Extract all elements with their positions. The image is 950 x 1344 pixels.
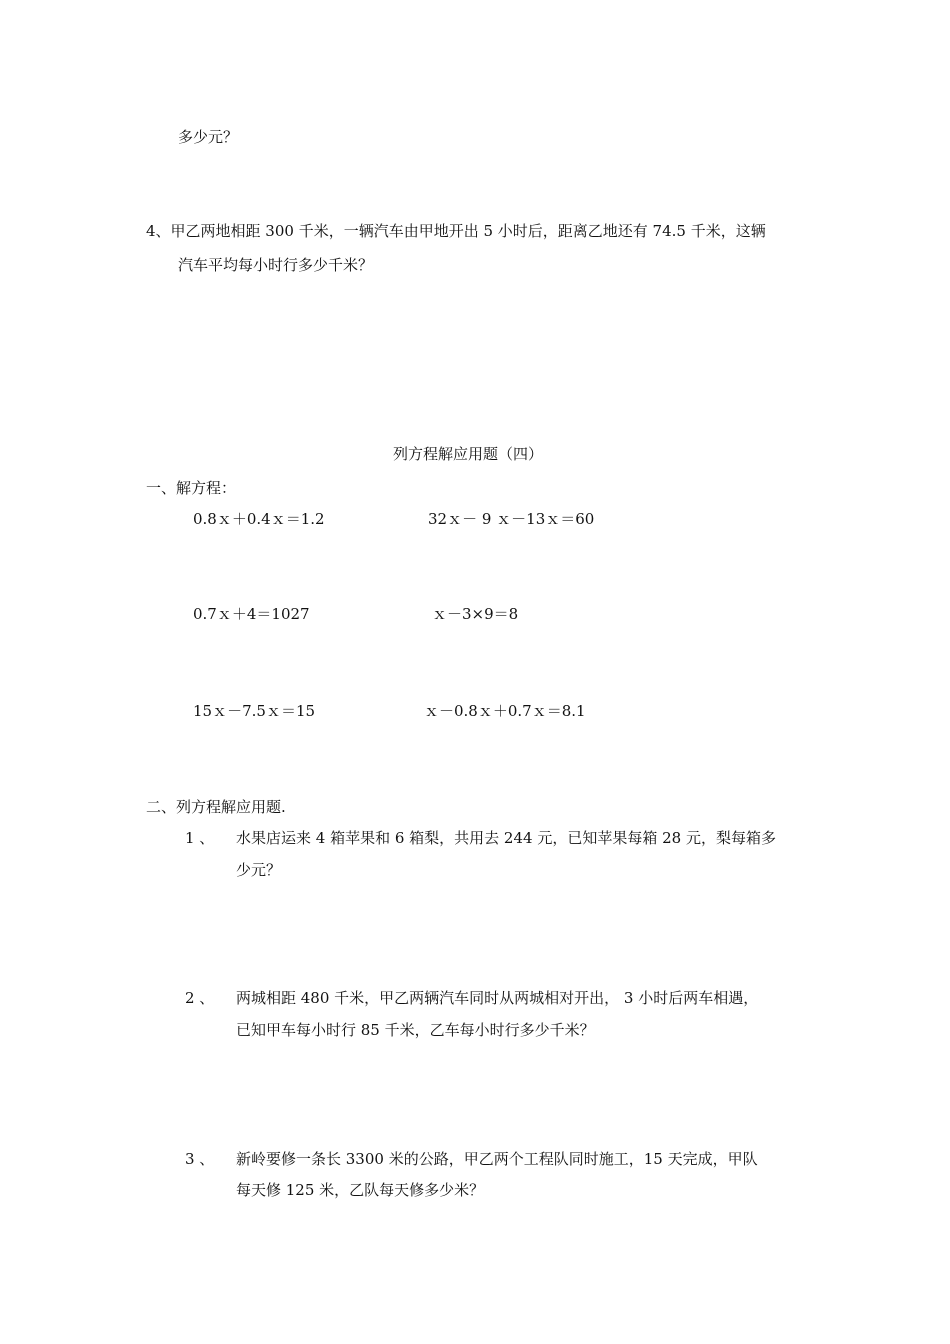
problem-2-number: 2 、	[185, 989, 215, 1007]
part2-heading: 二、列方程解应用题.	[146, 798, 286, 816]
problem-1-line-1: 水果店运来 4 箱苹果和 6 箱梨，共用去 244 元，已知苹果每箱 28 元，梨每箱多	[236, 829, 776, 847]
part1-heading: 一、解方程：	[146, 479, 237, 497]
equation-6: ｘ－0.8ｘ＋0.7ｘ＝8.1	[424, 702, 586, 720]
question-4-line-1: 4、甲乙两地相距 300 千米，一辆汽车由甲地开出 5 小时后，距离乙地还有 74.5 千米，这辆	[146, 222, 766, 240]
problem-2-line-1: 两城相距 480 千米，甲乙两辆汽车同时从两城相对开出， 3 小时后两车相遇，	[236, 989, 759, 1007]
problem-3-line-2: 每天修 125 米，乙队每天修多少米？	[236, 1181, 485, 1199]
question-3-tail: 多少元？	[178, 128, 239, 146]
problem-1-number: 1 、	[185, 829, 215, 847]
problem-3-line-1: 新岭要修一条长 3300 米的公路，甲乙两个工程队同时施工，15 天完成，甲队	[236, 1150, 758, 1168]
equation-3: 0.7ｘ＋4＝1027	[193, 605, 310, 623]
problem-3-number: 3 、	[185, 1150, 215, 1168]
problem-1-line-2: 少元？	[236, 861, 282, 879]
equation-5: 15ｘ－7.5ｘ＝15	[193, 702, 316, 720]
problem-2-line-2: 已知甲车每小时行 85 千米，乙车每小时行多少千米？	[236, 1021, 595, 1039]
equation-2: 32ｘ－ 9 ｘ－13ｘ＝60	[428, 510, 595, 528]
equation-1: 0.8ｘ＋0.4ｘ＝1.2	[193, 510, 325, 528]
equation-4: ｘ－3×9＝8	[432, 605, 519, 623]
section-title: 列方程解应用题（四）	[393, 445, 544, 463]
question-4-line-2: 汽车平均每小时行多少千米？	[178, 256, 374, 274]
